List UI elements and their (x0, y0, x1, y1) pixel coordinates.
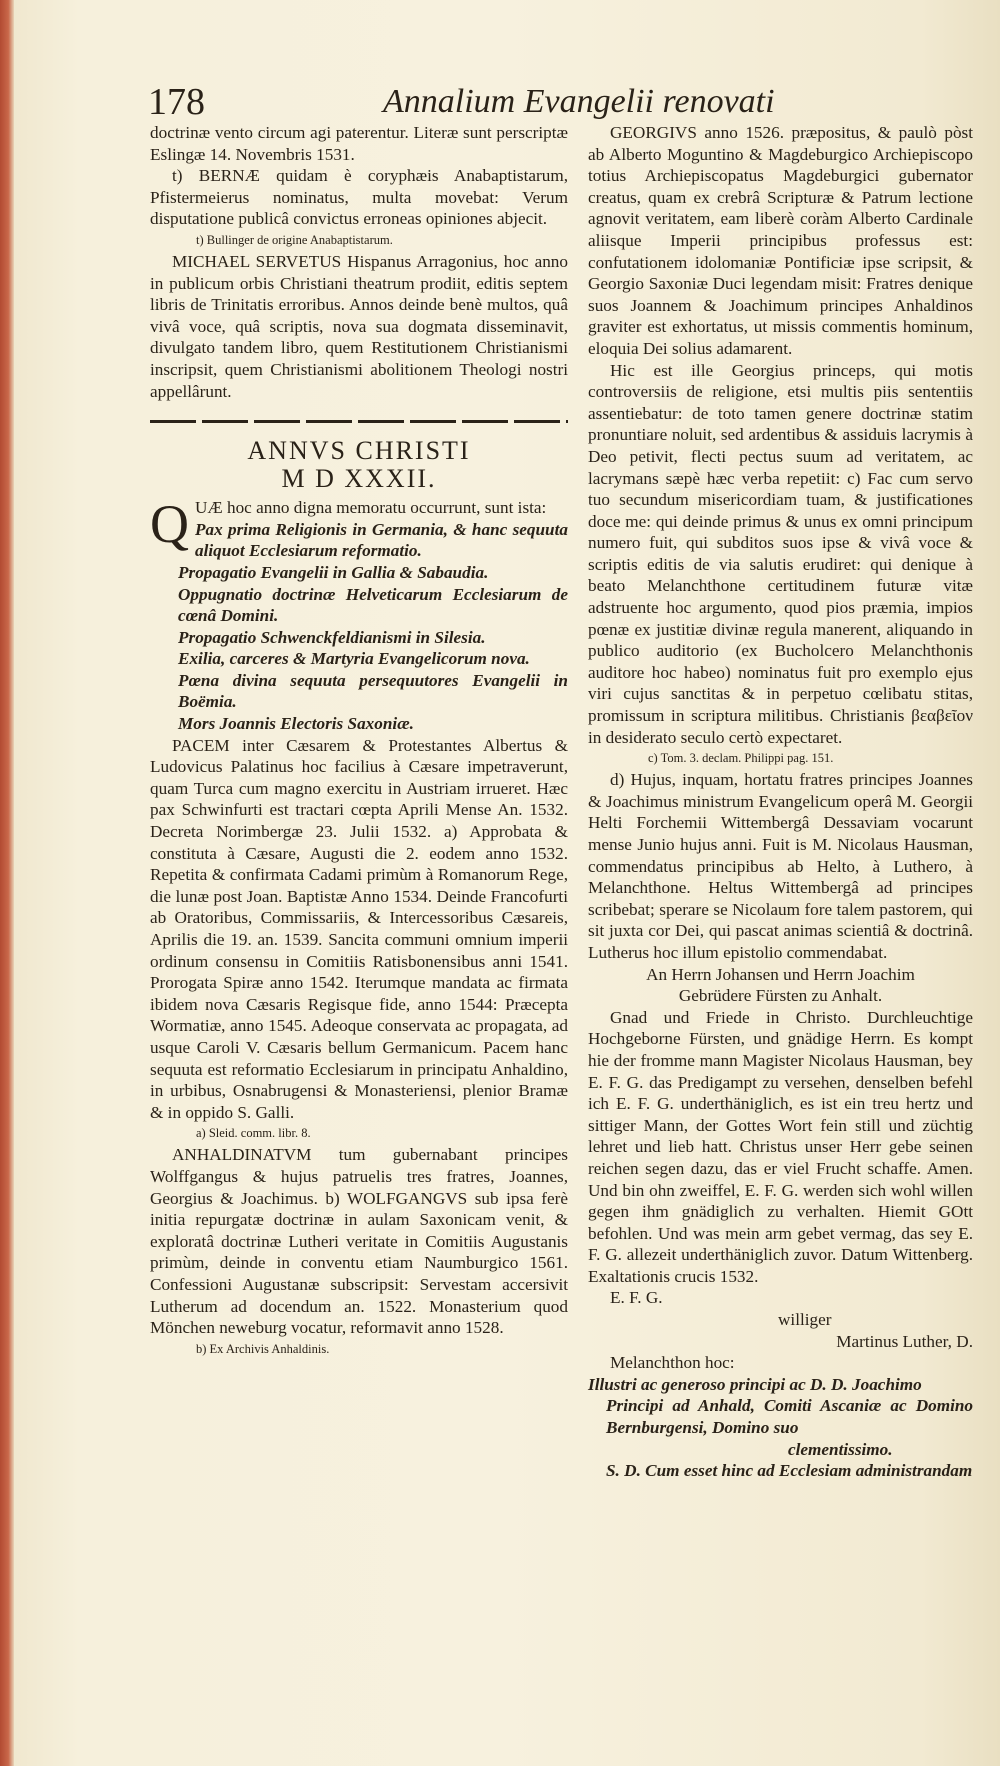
topic-list (150, 519, 568, 735)
footnote: b) Ex Archivis Anhaldinis. (196, 1341, 330, 1356)
paragraph: Melanchthon hoc: (610, 1353, 735, 1373)
letter-signature: Martinus Luther, D. (836, 1331, 973, 1351)
topic-item: Oppugnatio doctrinæ Helveticarum Ecclesiarum de cœnâ Domini. (178, 584, 568, 626)
topic-item: Pœna divina sequuta persequutores Evangelii in Boëmia. (178, 670, 568, 712)
footnote: a) Sleid. comm. libr. 8. (196, 1126, 311, 1141)
page-gutter-edge (0, 0, 14, 1766)
section-rule (150, 420, 568, 423)
paragraph: Hic est ille Georgius princeps, qui motis controversiis de religione, etsi multis piis sententiis assentiebatur: de toto tamen genere doctrinæ statim pronuntiare noluit, sed ardentibus & assiduis lacrymis à Deo petivit, flecti pectus suum ad veritatem, ac lacrymans sæpè hæc verba repetiit: c) Fac cum servo tuo secundum misericordiam tuam, & justificationes doce me: qui deinde primus & unus ex omni principum numero fuit, qui subditos suos ipse & vivâ voce & scriptis editis de via salutis erudiret: qui denique à beato Melanchthone certitudinem futuræ vitæ adstruente hoc argumento, quod pios præmia, impios pœnæ ex justitiæ divinæ regula manerent, aliquando in publico auditorio (ex Bucholcero Melanchthonis auditore hoc habeo) nominatus fuit pro exemplo ejus viri cujus sanctitas & in perpetuo cœlibatu stitas, promissum in scriptura militibus. Christianis βεαβεῖον in desiderato seculo certò expectaret. (588, 360, 973, 747)
year-heading-line1: ANNVS CHRISTI (247, 436, 471, 466)
topic-item: Pax prima Religionis in Germania, & hanc sequuta aliquot Ecclesiarum reformatio. (195, 519, 568, 561)
paragraph-anhaldinatum: ANHALDINATVM tum gubernabant principes Wolffgangus & hujus patruelis tres fratres, Joannes, Georgius & Joachimus. b) WOLFGANGVS sub ipsa ferè initia repurgatæ doctrinæ in aulam Saxonicam venit, & exploratâ doctrinæ Lutheri veritate in Comitiis Augustanis primùm, deinde in conventu etiam Naumburgico 1561. Confessioni Augustanæ subscripsit: Servestam accersivit Lutherum ad docendum an. 1522. Monasterium quod Mönchen neweburg vocatur, reformavit anno 1528. (150, 1145, 568, 1338)
running-head: Annalium Evangelii renovati (383, 83, 775, 120)
topic-item: Propagatio Schwenckfeldianismi in Silesia. (178, 627, 486, 647)
year-heading (150, 437, 568, 493)
paragraph-pax: PACEM inter Cæsarem & Protestantes Albertus & Ludovicus Palatinus hoc facilius à Cæsare impetraverunt, quam Turca cum magno exercitu in Austriam irrueret. Hæc pax Schwinfurti est tractari cœpta Aprili Mense An. 1532. Decreta Norimbergæ 23. Julii 1532. a) Approbata & constituta à Cæsare, Augusti die 2. eodem anno 1532. Repetita & confirmata Cadami primùm à Romanorum Rege, die lunæ post Joan. Baptistæ Anno 1534. Deinde Francofurti ab Oratoribus, Commissariis, & Intercessoribus Cæsareis, Aprilis die 19. an. 1539. Sancita communi omnium imperii ordinum consensu in Comitiis Ratisbonensibus anni 1541. Prorogata Spiræ anno 1542. Iterumque mandata ac firmata ibidem nova Cæsaris Regisque fide, anno 1544: Præcepta Wormatiæ, anno 1545. Adeoque conservata ac propagata, ad usque Caroli V. Cæsaris bellum Germanicum. Pacem hanc sequuta est reformatio Ecclesiarum in principatu Anhaldino, in urbibus, Osnabrugensi & Monasteriensi, plenior Bramæ & in oppido S. Galli. (150, 735, 568, 1122)
paragraph-servetus: MICHAEL SERVETUS Hispanus Arragonius, hoc anno in publicum orbis Christiani theatrum prodiit, editis septem libris de Trinitatis erroribus. Annos deinde benè multos, quâ vivâ voce, quâ scriptis, nova sua dogmata disseminavit, divulgato tandem libro, quem Restitutionem Christianismi inscripsit, quem Christianismi abolitionem Theologi nostri appellârunt. (150, 251, 568, 401)
letter-body: Gnad und Friede in Christo. Durchleuchtige Hochgeborne Fürsten, und gnädige Herrn. Es kompt hie der fromme mann Magister Nicolaus Hausman, bey E. F. G. das Predigampt zu versehen, denselben befehl ich E. F. G. underthäniglich, es ist ein treu hertz und sittiger Mann, der Gottes Wort fein still und züchtig lehret und lieb hatt. Christus unser Herr gebe seinen reichen segen dazu, das er viel Frucht schaffe. Amen. Und bin ohn zweiffel, E. F. G. werden sich wohl willen gegen ihm gnädiglich zu verhalten. Hiemit GOtt befohlen. Und was mein arm gebet vermag, das sey E. F. G. allezeit underthäniglich zuvor. Datum Wittenberg. Exaltationis crucis 1532. (588, 1007, 973, 1286)
paragraph: doctrinæ vento circum agi paterentur. Literæ sunt perscriptæ Eslingæ 14. Novembris 1531. (150, 123, 568, 164)
paragraph: d) Hujus, inquam, hortatu fratres principes Joannes & Joachimus ministrum Evangelicum operâ M. Georgii Helti Forchemii Wittembergâ Dessaviam vocarunt mense Junio hujus anni. Fuit is M. Nicolaus Hausman, commendatus principibus ab Helto, à Luthero, à Melanchthone. Heltus Wittembergâ ad principes scribebat; sperare se Nicolaum fore talem pastorem, qui sit juxta cor Dei, qui pascat animas scientiâ & doctrinâ. Lutherus hoc illum epistolio commendabat. (588, 770, 973, 962)
page-number: 178 (148, 81, 205, 123)
right-column (588, 122, 973, 1482)
dedication-line: S. D. Cum esset hinc ad Ecclesiam administrandam (606, 1461, 973, 1481)
drop-cap: Q (150, 494, 189, 555)
left-column (150, 122, 568, 1360)
letter-heading: An Herrn Johansen und Herrn Joachim (646, 964, 915, 984)
footnote: c) Tom. 3. declam. Philippi pag. 151. (648, 751, 834, 766)
topic-item: Propagatio Evangelii in Gallia & Sabaudia. (178, 562, 489, 582)
letter-heading: Gebrüdere Fürsten zu Anhalt. (678, 986, 883, 1006)
intro-text: UÆ hoc anno digna memoratu occurrunt, sunt ista: (195, 498, 547, 518)
dedication-line: Principi ad Anhald, Comiti Ascaniæ ac Domino Bernburgensi, Domino suo (606, 1396, 973, 1438)
topic-item: Mors Joannis Electoris Saxoniæ. (178, 714, 414, 734)
dedication (588, 1374, 973, 1482)
topic-item: Exilia, carceres & Martyria Evangelicorum nova. (178, 649, 530, 669)
paragraph: t) BERNÆ quidam è coryphæis Anabaptistarum, Pfistermeierus nominatus, multa movebat: Verum disputatione publicâ convictus erroneas opiniones abjecit. (150, 166, 568, 229)
dedication-line: Illustri ac generoso principi ac D. D. Joachimo (588, 1374, 922, 1394)
year-heading-line2: M D XXXII. (281, 464, 437, 494)
dedication-line: clementissimo. (788, 1439, 893, 1459)
letter-closing: E. F. G. (610, 1288, 663, 1308)
paragraph-georgius: GEORGIVS anno 1526. præpositus, & paulò pòst ab Alberto Moguntino & Magdeburgico Archiepiscopo totius Archiepiscopatus Magdeburgici gubernator creatus, quam ex crebrâ Scripturæ & Patrum lectione agnovit veritatem, eam liberè coràm Alberto Cardinale aliisque Imperii principibus professus est: confutationem idolomaniæ Pontificiæ ipse scripsit, & Georgio Saxoniæ Duci legendam misit: Fratres denique suos Joannem & Joachimum principes Anhaldinos graviter est exhortatus, ut missis commentis hominum, eloquia Dei solius adamarent. (588, 123, 973, 358)
footnote: t) Bullinger de origine Anabaptistarum. (196, 232, 393, 247)
letter-closing: williger (778, 1310, 832, 1330)
